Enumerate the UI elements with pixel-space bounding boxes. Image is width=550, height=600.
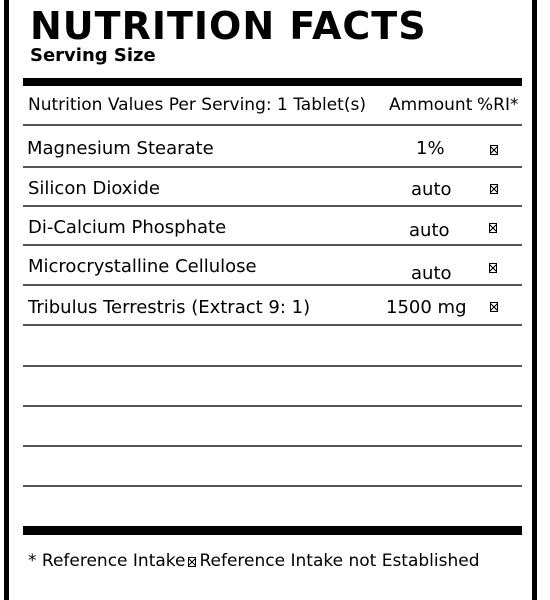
nutrient-amount: 1500 mg	[386, 297, 467, 318]
footer-not-established: Reference Intake not Established	[199, 551, 480, 571]
footer-note	[28, 550, 480, 572]
nutrient-name: Tribulus Terrestris (Extract 9: 1)	[28, 297, 311, 318]
nutrient-amount: auto	[411, 179, 452, 200]
row-divider	[23, 365, 522, 367]
row-divider	[23, 485, 522, 487]
nutrient-name: Magnesium Stearate	[27, 138, 214, 159]
ri-not-established-icon	[490, 145, 498, 155]
serving-size-label: Serving Size	[30, 45, 156, 66]
ri-not-established-icon	[490, 302, 498, 312]
ri-not-established-icon	[490, 184, 498, 194]
page-title: NUTRITION FACTS	[30, 4, 427, 48]
row-divider	[23, 124, 522, 126]
nutrient-amount: auto	[411, 263, 452, 284]
row-divider	[23, 445, 522, 447]
nutrient-amount: auto	[409, 220, 450, 241]
ri-not-established-icon	[188, 557, 196, 567]
row-divider	[23, 166, 522, 168]
top-thick-divider	[23, 78, 522, 86]
row-divider	[23, 324, 522, 326]
nutrient-name: Microcrystalline Cellulose	[28, 256, 257, 277]
row-divider	[23, 284, 522, 286]
row-divider	[23, 405, 522, 407]
nutrient-amount: 1%	[416, 138, 445, 159]
row-divider	[23, 244, 522, 246]
column-header-amount: Ammount	[389, 95, 473, 115]
nutrient-name: Silicon Dioxide	[28, 178, 160, 199]
bottom-thick-divider	[23, 526, 522, 535]
footer-reference-intake: * Reference Intake	[28, 551, 186, 571]
nutrient-name: Di-Calcium Phosphate	[28, 217, 227, 238]
column-header-nutrient: Nutrition Values Per Serving: 1 Tablet(s)	[28, 95, 366, 115]
ri-not-established-icon	[489, 263, 497, 273]
column-header-ri: %RI*	[477, 95, 519, 115]
ri-not-established-icon	[489, 223, 497, 233]
row-divider	[23, 205, 522, 207]
